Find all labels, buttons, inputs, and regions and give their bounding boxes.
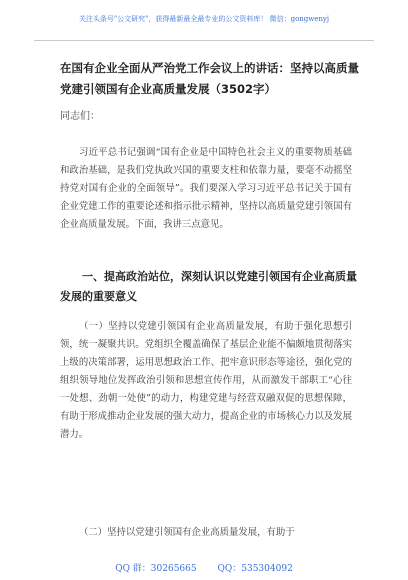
paragraph-point-1: （一）坚持以党建引领国有企业高质量发展，有助于强化思想引领，统一凝聚共识。党组织全覆盖确保了基层企业能不偏颇地贯彻落实上级的决策部署，运用思想政治工作、把牢意识形态等途径，强化党的组织领导地位发挥政治引领和思想宣传作用，从而激发干部职工“心往一处想、劲朝一处使”的动力，构建党建与经营双融双促的思想保障，有助于形成推动企业发展的强大动力，提高企业的市场核心力以及发展潜力。 — [60, 321, 352, 440]
paragraph-point-2: （二）坚持以党建引领国有企业高质量发展，有助于 — [79, 527, 295, 538]
document-title: 在国有企业全面从严治党工作会议上的讲话：坚持以高质量党建引领国有企业高质量发展（3502字） — [60, 61, 359, 96]
footer-qq-group: QQ 群：30265665 — [115, 564, 197, 574]
footer-contact — [0, 561, 408, 574]
paragraph-intro: 习近平总书记强调“国有企业是中国特色社会主义的重要物质基础和政治基础，是我们党执政兴国的重要支柱和依靠力量，要毫不动摇坚持党对国有企业的全面领导”。我们要深入学习习近平总书记关于国有企业党建工作的重要论述和指示批示精神，坚持以高质量党建引领国有企业高质量发展。下面，我讲三点意见。 — [60, 147, 352, 230]
header-promo-text: 关注头条号"公文研究"，获得最新最全最专业的公文资料库！ 微信：gongwenyj — [78, 15, 330, 23]
header-divider — [34, 40, 374, 41]
footer-qq: QQ：535304092 — [217, 564, 293, 574]
section-heading-1: 一、提高政治站位，深刻认识以党建引领国有企业高质量发展的重要意义 — [60, 270, 357, 303]
salutation: 同志们： — [60, 111, 100, 122]
